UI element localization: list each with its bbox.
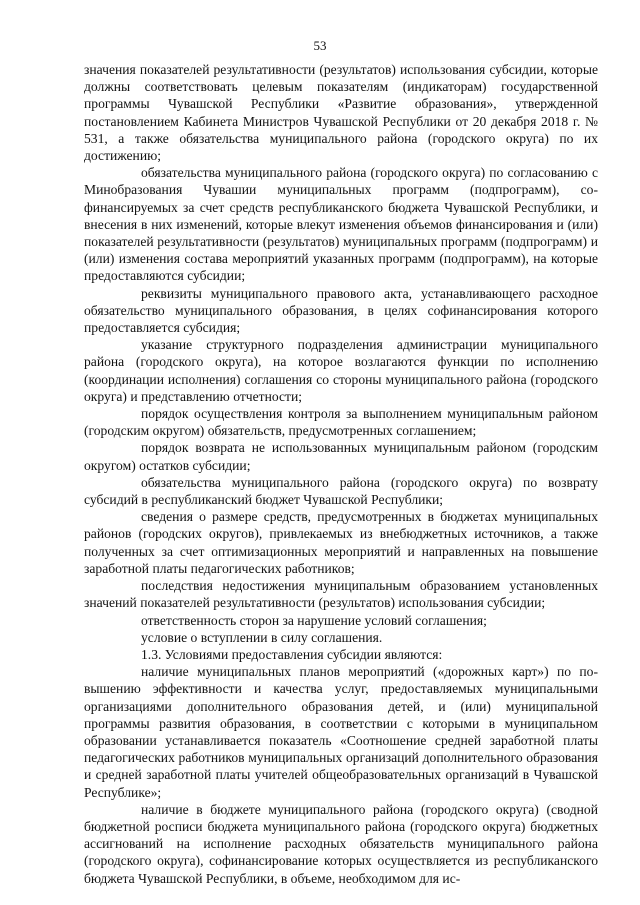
paragraph-consequences: последствия недостижения муниципальным образованием установленных значений показателей результативности (результатов) использования субсидии; [84,578,598,611]
paragraph-return-procedure: порядок возврата не использованных муниципальным районом (городским округом) остатков субсидии; [84,440,598,473]
document-body [84,61,598,887]
paragraph-subsidy-indicators: значения показателей результативности (результатов) использования субсидии, которые должны соответствовать целевым показателям (индикаторам) государственной программы Чувашской Республики «Развитие образования», утвержденной постановлением Кабинета Министров Чувашской Республики от 20 декабря 2018 г. № 531, а также обязательства муниципального района (городского округа) по их достижению; [84,62,598,164]
paragraph-control-procedure: порядок осуществления контроля за выполнением муниципальным районом (городским округом) обязательств, предусмотренных соглашением; [84,406,598,439]
paragraph-return-obligations: обязательства муниципального района (городского округа) по возврату субсидий в республиканский бюджет Чувашской Республики; [84,474,598,508]
paragraph-section-1-3: 1.3. Условиями предоставления субсидии являются: [141,646,443,662]
paragraph-budget-allocations: наличие в бюджете муниципального района (городского округа) (сводной бюджетной росписи бюджета муниципального района (городского округа) бюджетных ассигнований на исполнение расходных обязательств муниципального района (городского округа), софинансирование которых осуществляется из республиканского бюджета Чувашской Республики, в объеме, необходимом для ис- [84,801,598,886]
paragraph-legal-act-details: реквизиты муниципального правового акта, устанавливающего расходное обязательство муниципального образования, в целях софинансирования которого предоставляется субсидия; [84,285,598,336]
paragraph-funds-information: сведения о размере средств, предусмотренных в бюджетах муниципальных районов (городских округов), привлекаемых из внебюджетных источников, а также полученных за счет оптимизационных мероприятий и направленных на повышение заработной платы педагогических работников; [84,509,598,576]
paragraph-responsibility: ответственность сторон за нарушение условий соглашения; [141,612,487,628]
paragraph-entry-into-force: условие о вступлении в силу соглашения. [141,629,383,645]
paragraph-roadmap-plans: наличие муниципальных планов мероприятий («дорожных карт») по повышению эффективности и качества услуг, предоставляемых муниципальными организациями дополнительного образования детей, и (или) муниципальной программы развития образования, в соответствии с которыми в муниципальном образовании устанавливается показатель «Соотношение средней заработной платы педагогических работников муниципальных организаций дополнительного образования и средней заработной платы учителей общеобразовательных организаций в Чувашской Республике»; [84,664,598,800]
paragraph-program-approval: обязательства муниципального района (городского округа) по согласованию с Минобразования Чувашии муниципальных программ (подпрограмм), софинансируемых за счет средств республиканского бюджета Чувашской Республики, и внесения в них изменений, которые влекут изменения объемов финансирования и (или) показателей результативности (результатов) муниципальных программ (подпрограмм) и (или) изменения состава мероприятий указанных программ (подпрограмм), на которые предоставляются субсидии; [84,165,598,284]
paragraph-responsible-division: указание структурного подразделения администрации муниципального района (городского округа), на которое возлагаются функции по исполнению (координации исполнения) соглашения со стороны муниципального района (городского округа) и представлению отчетности; [84,337,598,404]
page-number: 53 [313,38,327,53]
